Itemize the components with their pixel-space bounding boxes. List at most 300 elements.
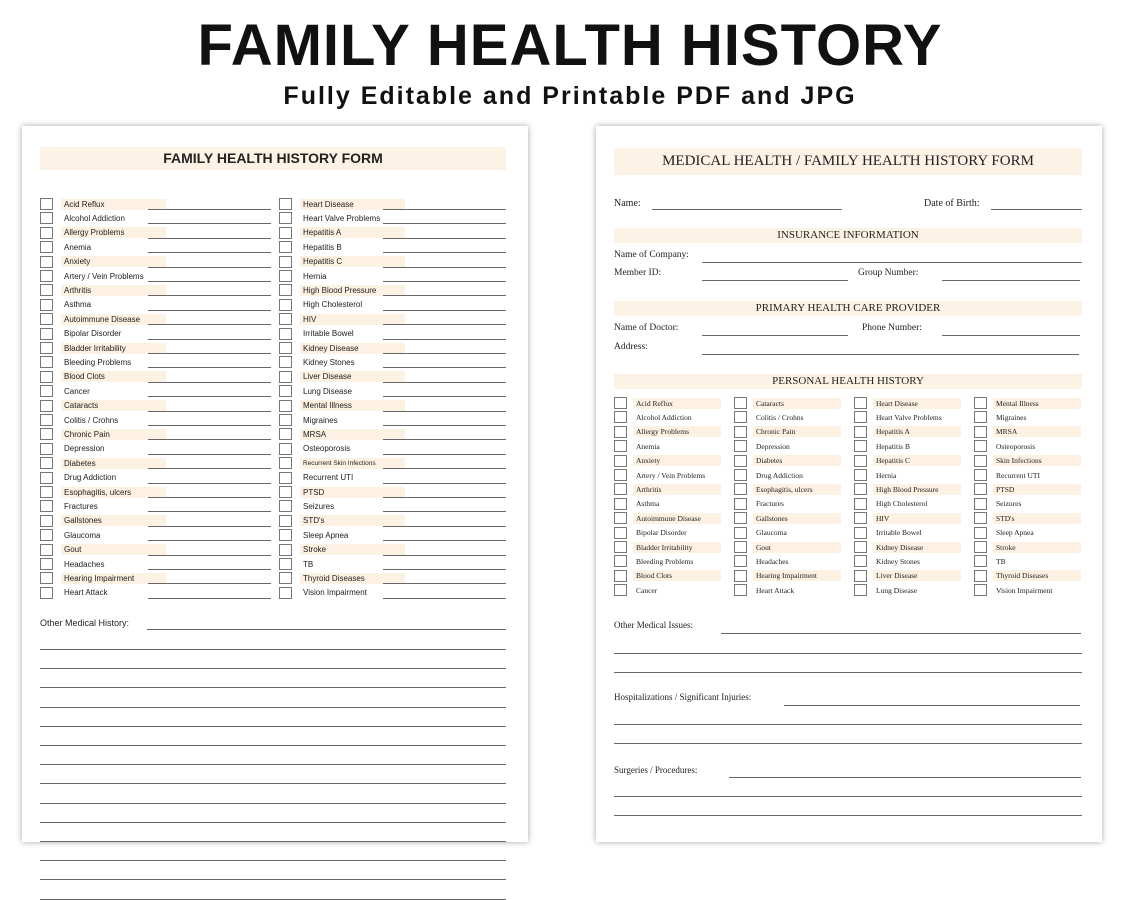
company-field[interactable] [702,262,1082,263]
condition-checkbox[interactable] [279,328,292,340]
condition-label: Hepatitis A [300,227,405,238]
condition-checkbox[interactable] [279,256,292,268]
condition-row [614,439,721,453]
notes-line[interactable] [614,724,1082,725]
condition-label: Skin Infections [993,455,1081,466]
condition-checkbox[interactable] [40,284,53,296]
condition-label: Heart Attack [756,585,795,595]
condition-checkbox[interactable] [279,414,292,426]
condition-label: Kidney Stones [303,357,355,367]
member-id-field[interactable] [702,280,848,281]
other-history-line[interactable] [40,841,506,842]
condition-notes-line[interactable] [148,483,271,484]
condition-checkbox[interactable] [279,227,292,239]
condition-label: Cancer [636,585,658,595]
condition-label: Hepatitis B [876,441,910,451]
condition-checkbox[interactable] [279,529,292,541]
condition-row [854,468,961,482]
condition-checkbox[interactable] [279,198,292,210]
condition-row [614,454,721,468]
other-history-line[interactable] [40,745,506,746]
condition-label: Arthritis [61,285,166,296]
condition-label: Hepatitis A [873,426,961,437]
condition-checkbox[interactable] [734,469,747,481]
other-issues-label: Other Medical Issues: [614,620,693,630]
condition-notes-line[interactable] [148,569,271,570]
condition-checkbox[interactable] [40,342,53,354]
condition-notes-line[interactable] [148,411,271,412]
condition-checkbox[interactable] [614,483,627,495]
condition-row [734,526,841,540]
condition-notes-line[interactable] [383,468,506,469]
condition-checkbox[interactable] [279,241,292,253]
phone-label: Phone Number: [862,323,922,333]
condition-checkbox[interactable] [854,584,867,596]
other-history-line[interactable] [40,668,506,669]
condition-row [734,482,841,496]
condition-label: Heart Valve Problems [303,213,381,223]
condition-row [614,540,721,554]
insurance-section-title: INSURANCE INFORMATION [614,228,1082,243]
condition-checkbox[interactable] [734,397,747,409]
condition-notes-line[interactable] [148,252,271,253]
condition-label: Stroke [300,544,405,555]
medical-health-history-form [596,126,1102,842]
phone-field[interactable] [942,335,1080,336]
other-history-line[interactable] [40,822,506,823]
condition-notes-line[interactable] [148,281,271,282]
other-history-line[interactable] [40,764,506,765]
condition-label: Glaucoma [756,528,787,538]
condition-label: Heart Attack [64,588,108,598]
condition-label: Arthritis [633,484,721,495]
condition-label: Lung Disease [303,386,352,396]
condition-notes-line[interactable] [383,425,506,426]
condition-checkbox[interactable] [974,411,987,423]
condition-checkbox[interactable] [40,486,53,498]
condition-notes-line[interactable] [148,540,271,541]
condition-row [614,526,721,540]
other-history-line[interactable] [40,879,506,880]
condition-checkbox[interactable] [40,356,53,368]
condition-checkbox[interactable] [854,411,867,423]
condition-row [974,454,1081,468]
notes-line[interactable] [614,796,1082,797]
condition-checkbox[interactable] [614,527,627,539]
condition-checkbox[interactable] [974,555,987,567]
condition-checkbox[interactable] [614,469,627,481]
condition-checkbox[interactable] [974,570,987,582]
personal-history-section-title: PERSONAL HEALTH HISTORY [614,374,1082,389]
condition-notes-line[interactable] [148,454,271,455]
condition-notes-line[interactable] [148,223,271,224]
condition-checkbox[interactable] [279,472,292,484]
condition-row [854,569,961,583]
condition-label: Fractures [64,501,98,511]
condition-row [974,554,1081,568]
condition-label: Heart Disease [300,199,405,210]
condition-checkbox[interactable] [614,498,627,510]
condition-checkbox[interactable] [974,469,987,481]
condition-label: TB [996,556,1006,566]
condition-notes-line[interactable] [383,483,506,484]
condition-label: Autoimmune Disease [61,314,166,325]
condition-checkbox[interactable] [279,457,292,469]
condition-row [734,468,841,482]
condition-label: Diabetes [753,455,841,466]
condition-row [974,425,1081,439]
provider-section-title: PRIMARY HEALTH CARE PROVIDER [614,301,1082,316]
condition-checkbox[interactable] [974,440,987,452]
subtitle: Fully Editable and Printable PDF and JPG [283,82,857,110]
condition-checkbox[interactable] [854,426,867,438]
condition-checkbox[interactable] [40,227,53,239]
condition-checkbox[interactable] [854,483,867,495]
other-history-line[interactable] [40,726,506,727]
condition-label: Chronic Pain [61,429,166,440]
condition-row [974,439,1081,453]
company-label: Name of Company: [614,250,689,260]
condition-notes-line[interactable] [383,353,506,354]
condition-checkbox[interactable] [40,371,53,383]
condition-label: Recurrent UTI [996,470,1040,480]
condition-checkbox[interactable] [614,455,627,467]
condition-notes-line[interactable] [148,511,271,512]
doctor-field[interactable] [702,335,848,336]
condition-checkbox[interactable] [974,584,987,596]
condition-row [974,396,1081,410]
condition-label: Irritable Bowel [303,329,354,339]
condition-checkbox[interactable] [279,212,292,224]
condition-checkbox[interactable] [279,572,292,584]
condition-checkbox[interactable] [854,397,867,409]
condition-checkbox[interactable] [279,486,292,498]
condition-row [854,497,961,511]
condition-row [734,454,841,468]
condition-notes-line[interactable] [383,540,506,541]
other-history-line[interactable] [40,803,506,804]
condition-checkbox[interactable] [279,371,292,383]
condition-label: Fractures [756,499,784,509]
other-history-line[interactable] [40,649,506,650]
notes-line[interactable] [729,777,1081,778]
condition-checkbox[interactable] [854,512,867,524]
condition-checkbox[interactable] [734,512,747,524]
condition-row [974,468,1081,482]
condition-checkbox[interactable] [279,558,292,570]
condition-notes-line[interactable] [148,497,271,498]
condition-notes-line[interactable] [383,454,506,455]
dob-field[interactable] [991,209,1082,210]
condition-label: Esophagitis, ulcers [753,484,841,495]
condition-label: Cataracts [61,400,166,411]
condition-checkbox[interactable] [974,527,987,539]
condition-checkbox[interactable] [854,455,867,467]
other-history-line[interactable] [40,707,506,708]
condition-label: PTSD [300,487,405,498]
condition-checkbox[interactable] [279,500,292,512]
condition-notes-line[interactable] [148,382,271,383]
condition-notes-line[interactable] [383,209,506,210]
condition-label: MRSA [300,429,405,440]
condition-label: Alcohol Addiction [636,412,692,422]
condition-row [854,526,961,540]
condition-checkbox[interactable] [614,541,627,553]
condition-notes-line[interactable] [148,353,271,354]
condition-checkbox[interactable] [614,411,627,423]
condition-notes-line[interactable] [383,526,506,527]
condition-checkbox[interactable] [40,500,53,512]
condition-notes-line[interactable] [383,411,506,412]
dob-label: Date of Birth: [924,198,980,209]
condition-notes-line[interactable] [148,598,271,599]
condition-checkbox[interactable] [734,440,747,452]
condition-label: Cataracts [753,398,841,409]
condition-checkbox[interactable] [279,299,292,311]
notes-line[interactable] [721,633,1081,634]
condition-notes-line[interactable] [148,209,271,210]
condition-label: TB [303,559,314,569]
condition-notes-line[interactable] [383,295,506,296]
condition-label: Migraines [303,415,338,425]
condition-label: Headaches [64,559,105,569]
condition-label: STD's [993,513,1081,524]
condition-checkbox[interactable] [974,512,987,524]
condition-notes-line[interactable] [148,555,271,556]
condition-label: Liver Disease [300,371,405,382]
condition-label: Blood Clots [633,570,721,581]
condition-checkbox[interactable] [40,428,53,440]
condition-checkbox[interactable] [279,284,292,296]
condition-checkbox[interactable] [734,541,747,553]
condition-checkbox[interactable] [854,527,867,539]
condition-label: HIV [873,513,961,524]
condition-checkbox[interactable] [614,397,627,409]
condition-checkbox[interactable] [854,498,867,510]
condition-checkbox[interactable] [614,512,627,524]
other-history-line[interactable] [40,687,506,688]
condition-checkbox[interactable] [40,414,53,426]
condition-checkbox[interactable] [974,483,987,495]
condition-label: Bipolar Disorder [64,329,122,339]
group-number-field[interactable] [942,280,1080,281]
condition-label: Allergy Problems [633,426,721,437]
condition-checkbox[interactable] [40,457,53,469]
condition-notes-line[interactable] [148,267,271,268]
condition-notes-line[interactable] [148,324,271,325]
condition-label: Artery / Vein Problems [636,470,706,480]
condition-row [734,511,841,525]
condition-notes-line[interactable] [148,425,271,426]
notes-line[interactable] [614,743,1082,744]
condition-checkbox[interactable] [40,529,53,541]
condition-notes-line[interactable] [383,367,506,368]
condition-checkbox[interactable] [40,256,53,268]
condition-notes-line[interactable] [383,223,506,224]
condition-label: Autoimmune Disease [633,513,721,524]
condition-row [854,482,961,496]
condition-checkbox[interactable] [40,587,53,599]
condition-checkbox[interactable] [734,584,747,596]
condition-checkbox[interactable] [734,570,747,582]
condition-notes-line[interactable] [383,583,506,584]
condition-notes-line[interactable] [148,439,271,440]
condition-label: Irritable Bowel [876,528,922,538]
condition-notes-line[interactable] [148,339,271,340]
condition-notes-line[interactable] [383,396,506,397]
notes-line[interactable] [614,653,1082,654]
condition-checkbox[interactable] [614,426,627,438]
condition-notes-line[interactable] [383,252,506,253]
condition-notes-line[interactable] [148,310,271,311]
condition-label: Blood Clots [61,371,166,382]
condition-checkbox[interactable] [40,328,53,340]
condition-label: PTSD [993,484,1081,495]
condition-checkbox[interactable] [854,469,867,481]
condition-checkbox[interactable] [279,356,292,368]
hospitalizations-label: Hospitalizations / Significant Injuries: [614,692,752,702]
condition-checkbox[interactable] [40,313,53,325]
condition-checkbox[interactable] [974,498,987,510]
condition-row [614,410,721,424]
condition-row [614,396,721,410]
condition-checkbox[interactable] [40,515,53,527]
condition-checkbox[interactable] [40,443,53,455]
condition-checkbox[interactable] [734,455,747,467]
condition-checkbox[interactable] [854,440,867,452]
condition-checkbox[interactable] [974,426,987,438]
condition-row [614,468,721,482]
condition-checkbox[interactable] [734,498,747,510]
condition-notes-line[interactable] [148,396,271,397]
notes-line[interactable] [614,672,1082,673]
condition-label: Allergy Problems [61,227,166,238]
condition-checkbox[interactable] [614,570,627,582]
condition-checkbox[interactable] [279,515,292,527]
condition-notes-line[interactable] [148,468,271,469]
condition-label: Kidney Stones [876,556,920,566]
condition-checkbox[interactable] [40,400,53,412]
condition-checkbox[interactable] [279,400,292,412]
condition-row [854,454,961,468]
condition-label: Osteoporosis [303,444,351,454]
condition-label: Anemia [636,441,660,451]
condition-label: Gallstones [753,513,841,524]
condition-notes-line[interactable] [383,339,506,340]
name-label: Name: [614,198,641,209]
condition-label: Depression [64,444,105,454]
condition-checkbox[interactable] [279,342,292,354]
condition-checkbox[interactable] [734,555,747,567]
group-number-label: Group Number: [858,268,919,278]
condition-row [854,583,961,597]
condition-checkbox[interactable] [734,527,747,539]
condition-notes-line[interactable] [383,267,506,268]
other-history-line[interactable] [40,899,506,900]
condition-notes-line[interactable] [383,569,506,570]
notes-line[interactable] [614,815,1082,816]
condition-label: Hearing Impairment [753,570,841,581]
condition-notes-line[interactable] [383,238,506,239]
condition-checkbox[interactable] [279,313,292,325]
condition-label: Liver Disease [873,570,961,581]
condition-checkbox[interactable] [40,299,53,311]
condition-label: High Cholesterol [876,499,928,509]
condition-label: Sleep Apnea [303,530,349,540]
condition-notes-line[interactable] [383,439,506,440]
condition-notes-line[interactable] [148,583,271,584]
condition-checkbox[interactable] [279,270,292,282]
condition-checkbox[interactable] [614,584,627,596]
condition-notes-line[interactable] [148,367,271,368]
condition-checkbox[interactable] [734,426,747,438]
condition-checkbox[interactable] [854,541,867,553]
condition-checkbox[interactable] [734,483,747,495]
condition-checkbox[interactable] [40,270,53,282]
condition-notes-line[interactable] [383,382,506,383]
condition-notes-line[interactable] [148,526,271,527]
condition-checkbox[interactable] [279,587,292,599]
condition-checkbox[interactable] [40,572,53,584]
condition-checkbox[interactable] [974,541,987,553]
condition-checkbox[interactable] [279,428,292,440]
condition-checkbox[interactable] [279,443,292,455]
condition-notes-line[interactable] [383,310,506,311]
condition-checkbox[interactable] [40,198,53,210]
condition-label: Gout [753,542,841,553]
condition-checkbox[interactable] [854,555,867,567]
condition-checkbox[interactable] [614,555,627,567]
condition-notes-line[interactable] [148,238,271,239]
condition-row [614,569,721,583]
condition-checkbox[interactable] [40,472,53,484]
condition-checkbox[interactable] [40,558,53,570]
other-medical-history-line[interactable] [147,629,506,630]
other-history-line[interactable] [40,860,506,861]
condition-checkbox[interactable] [614,440,627,452]
condition-notes-line[interactable] [383,598,506,599]
name-field[interactable] [652,209,842,210]
condition-notes-line[interactable] [383,555,506,556]
condition-notes-line[interactable] [383,497,506,498]
condition-checkbox[interactable] [734,411,747,423]
address-field[interactable] [702,354,1079,355]
condition-checkbox[interactable] [40,241,53,253]
condition-notes-line[interactable] [383,511,506,512]
condition-checkbox[interactable] [279,544,292,556]
other-history-line[interactable] [40,783,506,784]
condition-row [854,396,961,410]
condition-checkbox[interactable] [974,455,987,467]
condition-label: Colitis / Crohns [64,415,119,425]
condition-label: Gallstones [61,515,166,526]
condition-checkbox[interactable] [854,570,867,582]
condition-checkbox[interactable] [974,397,987,409]
condition-checkbox[interactable] [40,544,53,556]
condition-checkbox[interactable] [40,212,53,224]
condition-checkbox[interactable] [279,385,292,397]
condition-checkbox[interactable] [40,385,53,397]
condition-row [734,569,841,583]
condition-notes-line[interactable] [383,324,506,325]
condition-label: Drug Addiction [756,470,803,480]
condition-notes-line[interactable] [383,281,506,282]
address-label: Address: [614,342,648,352]
notes-line[interactable] [784,705,1080,706]
condition-label: Anemia [64,242,92,252]
condition-label: Hepatitis B [303,242,342,252]
condition-notes-line[interactable] [148,295,271,296]
